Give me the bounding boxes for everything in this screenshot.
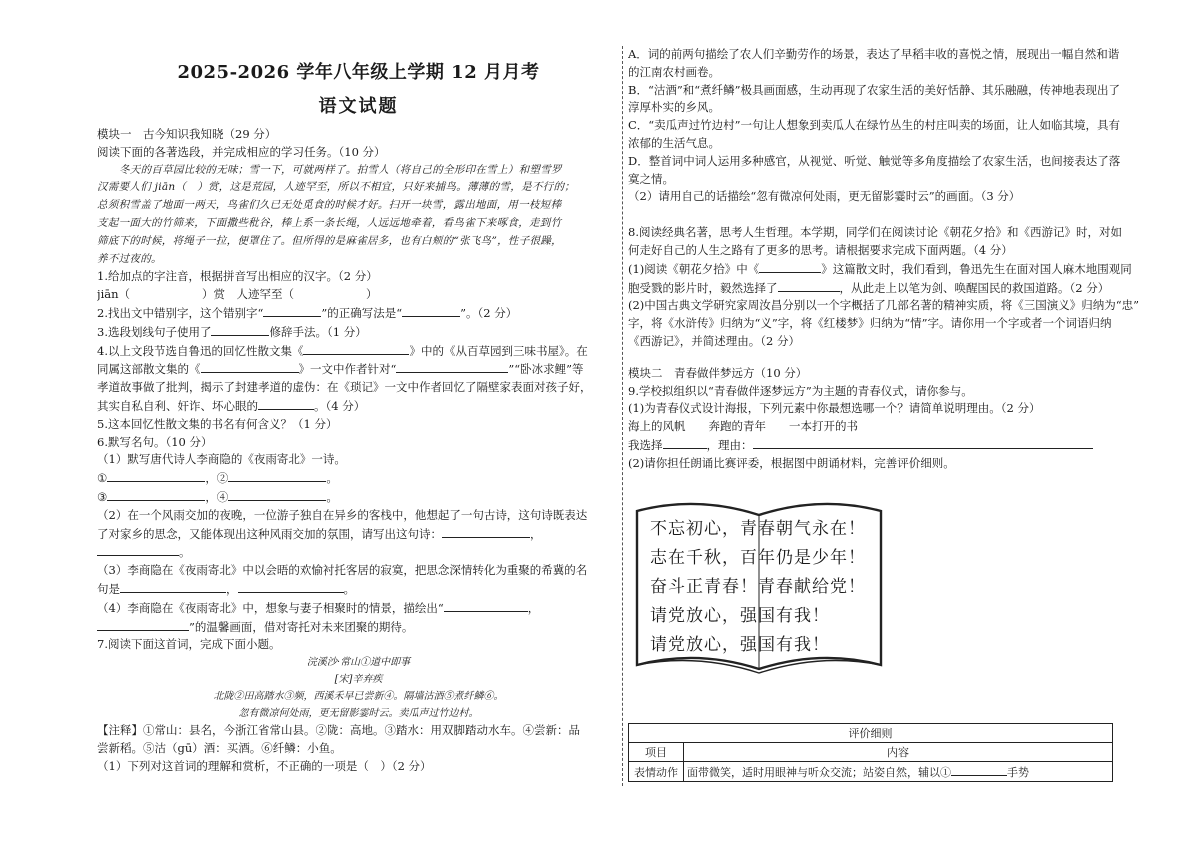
recitation-text	[650, 515, 870, 660]
question-7-2: （2）请用自己的话描绘“忽有微凉何处雨，更无留影霎时云”的画面。（3 分）	[628, 189, 1021, 204]
question-9-1: (1)为青春仪式设计海报，下列元素中你最想选哪一个？请简单说明理由。（2 分）	[628, 401, 1041, 416]
question-6-3-line	[97, 580, 620, 599]
recitation-line: 奋斗正青春！青春献给党！	[650, 577, 866, 597]
q4-text: 》中的《从百草园到三味书屋》。在	[409, 343, 588, 358]
left-column	[97, 52, 620, 776]
question-1: 1.给加点的字注音，根据拼音写出相应的汉字。（2 分）	[97, 269, 378, 284]
q4-text: 同属这部散文集的《	[97, 362, 201, 377]
q2-text-c: ”。（2 分）	[460, 305, 518, 320]
q2-text-b: ”的正确写法是“	[321, 305, 403, 320]
recitation-line: 志在千秋，百年仍是少年！	[650, 548, 866, 568]
question-8-line: 何走好自己的人生之路有了更多的思考。请根据要求完成下面两题。（4 分）	[628, 242, 1013, 257]
question-8-2-line: 字，将《水浒传》归纳为“义”字，将《红楼梦》归纳为“情”字。请你用一个字或者一个词语归纳	[628, 316, 1112, 331]
option-b-cont: 淳厚朴实的乡风。	[628, 100, 720, 115]
answer-blank[interactable]	[228, 469, 326, 482]
punct: ，	[530, 526, 542, 541]
punct: 。	[343, 581, 355, 596]
question-6-4	[97, 599, 620, 618]
question-4-line	[97, 397, 620, 416]
q2-text-a: 2.找出文中错别字，这个错别字“	[97, 305, 264, 320]
answer-blank[interactable]	[951, 763, 1007, 776]
evaluation-table	[628, 723, 1113, 782]
question-4-line	[97, 360, 620, 379]
question-8-1-line	[628, 279, 1160, 298]
poem-line: 忽有微凉何处雨，更无留影霎时云。卖瓜声过竹边村。	[238, 708, 479, 720]
passage-line: 总须积雪盖了地面一两天，鸟雀们久已无处觅食的时候才好。扫开一块雪，露出地面，用一枝短棒	[97, 199, 562, 212]
question-5: 5.这本回忆性散文集的书名有何含义？（1 分）	[97, 416, 338, 431]
answer-blank[interactable]	[107, 488, 205, 501]
q4-text: 其实自私自利、奸诈、坏心眼的	[97, 398, 258, 413]
punct: ，	[226, 581, 238, 596]
option-c: C．“卖瓜声过竹边村”一句让人想象到卖瓜人在绿竹丛生的村庄叫卖的场面，让人如临其境，具有	[628, 118, 1121, 133]
recitation-line: 请党放心，强国有我！	[650, 635, 830, 655]
q3-text-b: 修辞手法。（1 分）	[269, 324, 367, 339]
question-6: 6.默写名句。（10 分）	[97, 434, 213, 449]
right-column	[628, 46, 1160, 473]
q4-text: 。（4 分）	[314, 398, 366, 413]
question-6-1: （1）默写唐代诗人李商隐的《夜雨寄北》一诗。	[97, 452, 346, 467]
option-a: A．词的前两句描绘了农人们辛勤劳作的场景，表达了早稻丰收的喜悦之情，展现出一幅自然和谐	[628, 47, 1120, 61]
module-heading: 模块一 古今知识我知晓（29 分）	[97, 127, 277, 141]
punct: ，	[527, 600, 540, 615]
column-divider	[622, 46, 623, 786]
question-6-4-line	[97, 618, 620, 637]
question-1-answer	[97, 286, 620, 304]
answer-blank[interactable]	[444, 599, 528, 612]
answer-blank[interactable]	[778, 279, 840, 292]
option-c-cont: 浓郁的生活气息。	[628, 135, 720, 150]
answer-blank[interactable]	[263, 304, 321, 317]
question-6-2-line	[97, 543, 620, 562]
passage-line: 支起一面大的竹筛来，下面撒些秕谷，棒上系一条长绳，人远远地牵着，看鸟雀下来啄食，走到竹	[97, 216, 562, 229]
question-3	[97, 323, 620, 342]
question-6-2-line	[97, 525, 620, 544]
question-6-3: （3）李商隐在《夜雨寄北》中以会晤的欢愉衬托客居的寂寞，把思念深情转化为重聚的希冀的名	[97, 563, 588, 578]
punct: 。	[326, 471, 338, 486]
question-9: 9.学校拟组织以“青春做伴逐梦远方”为主题的青春仪式，请你参与。	[628, 383, 973, 398]
question-7: 7.阅读下面这首词，完成下面小题。	[97, 637, 281, 652]
q4-text: 》一文中作者针对“	[298, 362, 397, 377]
passage-line: 汉需要人们 jiān（ ）赏，这是荒园，人迹罕至，所以不相宜，只好来捕鸟。薄薄的雪，是不行的；	[97, 181, 576, 194]
recitation-line: 请党放心，强国有我！	[650, 606, 830, 626]
module-heading: 模块二 青春做伴梦远方（10 分）	[628, 365, 808, 380]
table-cell: 表情动作	[629, 762, 684, 782]
answer-blank[interactable]	[442, 525, 530, 538]
question-8: 8.阅读经典名著，思考人生哲理。本学期，同学们在阅读讨论《朝花夕拾》和《西游记》时，对如	[628, 225, 1122, 240]
q9-text: ，理由：	[706, 437, 753, 452]
q6-text: 了对家乡的思念，又能体现出这种风雨交加的氛围，请写出这句诗：	[97, 526, 442, 541]
answer-blank[interactable]	[238, 580, 344, 593]
recite-row	[97, 469, 620, 488]
passage	[97, 162, 620, 269]
poem-notes: 尝新稻。⑤沽（gū）酒：买酒。⑥纤鳞：小鱼。	[97, 740, 342, 755]
question-6-2: （2）在一个风雨交加的夜晚，一位游子独自在异乡的客栈中，他想起了一句古诗，这句诗既表达	[97, 507, 588, 522]
circle-num: ，④	[205, 489, 229, 504]
q1-label-a: jiān（	[97, 287, 131, 302]
table-row	[629, 724, 1113, 743]
punct: 。	[326, 489, 338, 504]
q4-text: ”“卧冰求鲤”等	[508, 362, 584, 377]
punct: 。	[179, 545, 191, 560]
q3-text-a: 3.选段划线句子使用了	[97, 324, 212, 339]
passage-line: 筛底下的时候，将绳子一拉，便罩住了。但所得的是麻雀居多，也有白颊的“张飞鸟”，性子很躁，	[97, 234, 562, 247]
cell-text: 面带微笑，适时用眼神与听众交流；站姿自然，辅以①	[687, 766, 951, 779]
answer-blank[interactable]	[211, 323, 269, 336]
answer-blank[interactable]	[396, 360, 508, 373]
answer-blank[interactable]	[201, 360, 299, 373]
question-7-1: （1）下列对这首词的理解和赏析，不正确的一项是（ ）（2 分）	[97, 758, 432, 773]
answer-blank[interactable]	[663, 436, 707, 449]
recite-row	[97, 488, 620, 507]
option-a-cont: 的江南农村画卷。	[628, 64, 720, 79]
table-header: 项目	[629, 743, 684, 762]
answer-blank[interactable]	[303, 342, 409, 355]
q6-text: 句是	[97, 581, 120, 596]
table-row	[629, 743, 1113, 762]
circle-num: ①	[97, 471, 108, 486]
circle-num: ，②	[205, 471, 229, 486]
q9-text: 我选择	[628, 437, 663, 452]
table-caption: 评价细则	[629, 724, 1113, 743]
question-8-1	[628, 260, 1160, 279]
option-d: D．整首词中词人运用多种感官，从视觉、听觉、触觉等多角度描绘了农家生活，也间接表达了落	[628, 153, 1121, 168]
q1-label-b: ）赏 人迹罕至（	[202, 287, 295, 302]
q8-text: ，从此走上以笔为剑、唤醒国民的救国道路。（2 分）	[839, 280, 1110, 295]
answer-blank[interactable]	[97, 543, 179, 556]
q1-label-c: ）	[366, 287, 378, 302]
question-4	[97, 342, 620, 361]
question-2	[97, 304, 620, 323]
answer-blank[interactable]	[228, 488, 326, 501]
q4-text: 4.以上文段节选自鲁迅的回忆性散文集《	[97, 343, 304, 358]
q6-text: ”的温馨画面，借对寄托对未来团聚的期待。	[189, 619, 414, 634]
option-d-cont: 寞之情。	[628, 171, 674, 186]
passage-line: 冬天的百草园比较的无味；雪一下，可就两样了。拍雪人（将自己的全形印在雪上）和塑雪罗	[119, 163, 562, 176]
option-b: B．“沽酒”和“煮纤鳞”极具画面感，生动再现了农家生活的美好恬静、其乐融融，传神地表现出了	[628, 82, 1120, 97]
cell-text: 手势	[1007, 766, 1029, 779]
question-8-2-line: 《西游记》，并简述理由。（2 分）	[628, 333, 800, 348]
page-title: 2025-2026 学年八年级上学期 12 月月考	[177, 62, 540, 83]
choice-row	[628, 436, 1160, 455]
answer-blank[interactable]	[107, 469, 205, 482]
circle-num: ③	[97, 489, 108, 504]
poem-author: [宋]辛弃疾	[334, 674, 383, 686]
reading-intro: 阅读下面的各著选段，并完成相应的学习任务。（10 分）	[97, 144, 386, 159]
page-subtitle: 语文试题	[318, 96, 399, 117]
answer-blank[interactable]	[120, 580, 226, 593]
question-4-line: 孝道故事做了批判，揭示了封建孝道的虚伪：在《琐记》一文中作者回忆了隔壁家表面对孩子好，	[97, 380, 592, 395]
q8-text: 胞受戮的影片时，毅然选择了	[628, 280, 778, 295]
answer-blank[interactable]	[258, 397, 314, 410]
answer-blank[interactable]	[402, 304, 460, 317]
q8-text: (1)阅读《朝花夕拾》中《	[628, 261, 760, 276]
poem-title: 浣溪沙·常山①道中即事	[306, 657, 411, 669]
poem-notes: 【注释】①常山：县名，今浙江省常山县。②陇：高地。③踏水：用双脚踏动水车。④尝新：品	[97, 723, 580, 738]
q8-text: 》这篇散文时，我们看到，鲁迅先生在面对国人麻木地围观同	[821, 261, 1132, 276]
question-8-2: (2)中国古典文学研究家周汝昌分别以一个字概括了几部名著的精神实质，将《三国演义》归纳为“忠”	[628, 298, 1140, 313]
q6-text: （4）李商隐在《夜雨寄北》中，想象与妻子相聚时的情景，描绘出“	[97, 600, 444, 615]
recitation-line: 不忘初心，青春朝气永在！	[650, 519, 866, 539]
answer-blank[interactable]	[759, 260, 821, 273]
question-9-2: (2)请你担任朗诵比赛评委，根据图中朗诵材料，完善评价细则。	[628, 455, 955, 470]
answer-blank[interactable]	[97, 618, 189, 631]
poster-options: 海上的风帆 奔跑的青年 一本打开的书	[628, 419, 858, 434]
table-row	[629, 762, 1113, 782]
passage-line: 养不过夜的。	[97, 252, 162, 265]
table-cell	[684, 762, 1113, 782]
poem-line: 北陇②田高踏水③频，西溪禾早已尝新④。隔墙沽酒⑤煮纤鳞⑥。	[213, 691, 504, 703]
table-header: 内容	[684, 743, 1113, 762]
answer-blank[interactable]	[753, 436, 1093, 449]
